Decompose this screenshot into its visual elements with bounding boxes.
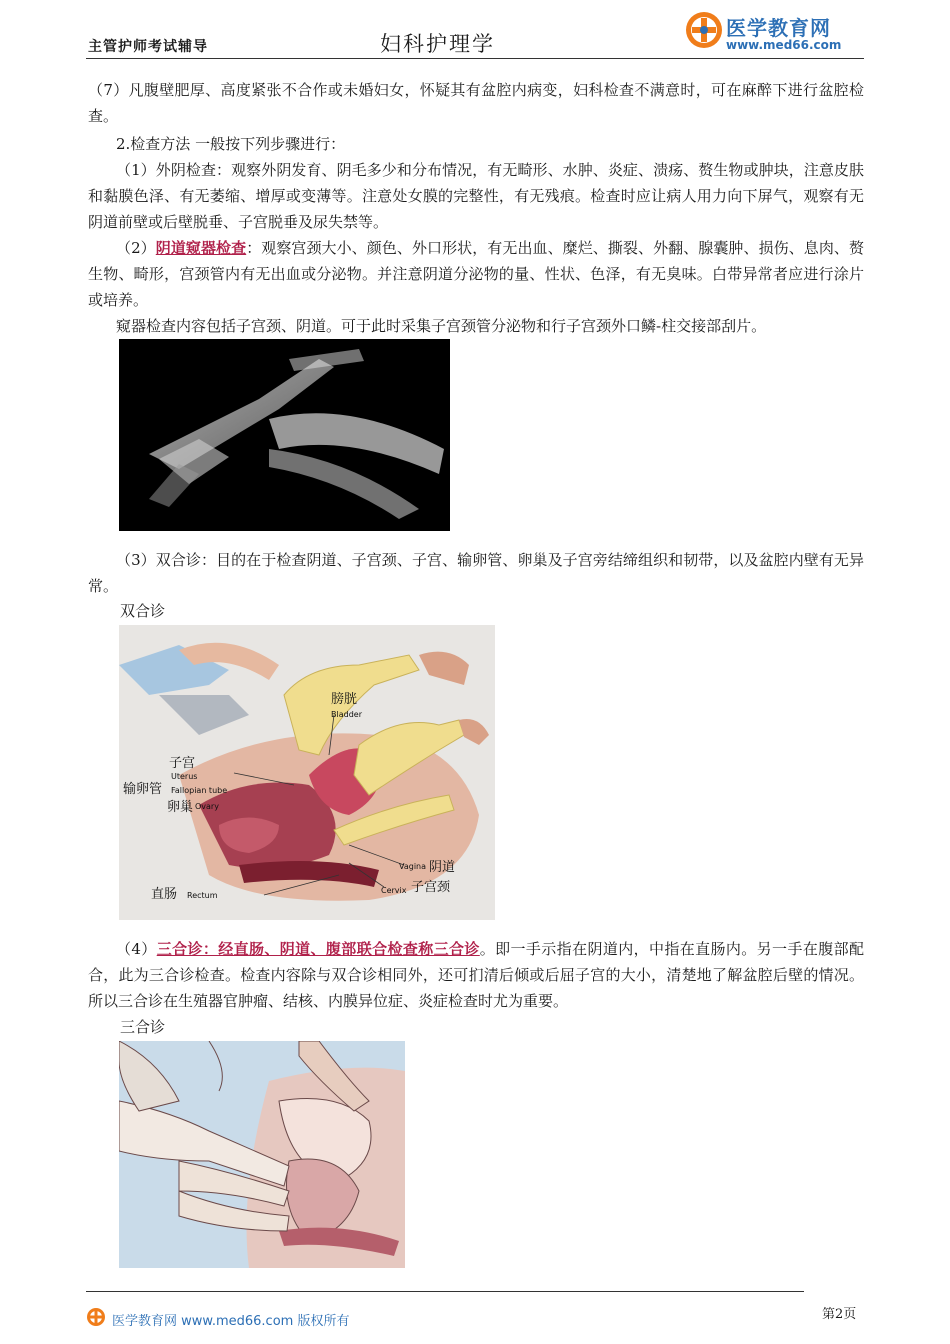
label-rectum-cn: 直肠 — [151, 887, 178, 902]
speculum-illustration — [119, 339, 450, 531]
label-ovary-en: Ovary — [195, 802, 219, 811]
paragraph-trimanual-exam — [88, 936, 864, 1014]
label-cervix-en: Cervix — [381, 886, 407, 895]
label-vagina-cn: 阴道 — [429, 860, 456, 875]
paragraph-speculum-exam — [88, 235, 864, 313]
label-ovary-cn: 卵巢 — [167, 800, 194, 815]
label-rectum-en: Rectum — [187, 891, 218, 900]
speculum-exam-text: ：观察宫颈大小、颜色、外口形状，有无出血、糜烂、撕裂、外翻、腺囊肿、损伤、息肉、赘生物、畸形，宫颈管内有无出血或分泌物。并注意阴道分泌物的量、性状、色泽，有无臭味。白带异常者应进行涂片或培养。 — [88, 239, 864, 309]
trimanual-exam-keyword: 三合诊：经直肠、阴道、腹部联合检查称三合诊 — [156, 940, 480, 958]
paragraph-anesthesia-note: （7）凡腹壁肥厚、高度紧张不合作或未婚妇女，怀疑其有盆腔内病变，妇科检查不满意时，可在麻醉下进行盆腔检查。 — [88, 81, 864, 125]
bimanual-exam-diagram — [119, 625, 495, 920]
logo-site-name: 医学教育网 — [726, 16, 831, 40]
header-subject-title: 妇科护理学 — [380, 32, 495, 56]
footer-copyright: 医学教育网 www.med66.com 版权所有 — [112, 1314, 350, 1329]
footer-logo-icon — [86, 1307, 106, 1327]
label-tube-cn: 输卵管 — [123, 782, 163, 797]
label-bladder-en: Bladder — [331, 710, 362, 719]
footer-divider — [86, 1291, 804, 1292]
paragraph-bimanual-exam — [88, 547, 864, 599]
bimanual-exam-text: （3）双合诊：目的在于检查阴道、子宫颈、子宫、输卵管、卵巢及子宫旁结缔组织和韧带，以及盆腔内壁有无异常。 — [88, 551, 864, 595]
bimanual-anatomy-illustration — [119, 625, 495, 920]
trimanual-anatomy-illustration — [119, 1041, 405, 1268]
label-cervix-cn: 子宫颈 — [411, 880, 451, 895]
caption-bimanual: 双合诊 — [120, 602, 166, 620]
header-exam-title: 主管护师考试辅导 — [88, 39, 208, 55]
label-tube-en: Fallopian tube — [171, 786, 228, 795]
paragraph-vulva-exam — [88, 157, 864, 235]
trimanual-exam-diagram — [119, 1041, 405, 1268]
caption-trimanual: 三合诊 — [120, 1018, 166, 1036]
med66-logo-icon — [684, 10, 724, 50]
paragraph-method-intro: 2.检查方法 一般按下列步骤进行： — [116, 135, 346, 153]
site-logo[interactable] — [684, 8, 874, 56]
label-vagina-en: Vagina — [399, 862, 427, 871]
speculum-exam-prefix: （2） — [116, 239, 156, 257]
trimanual-exam-prefix: （4） — [116, 940, 157, 958]
logo-site-url: www.med66.com — [726, 38, 842, 52]
label-uterus-cn: 子宫 — [169, 756, 196, 771]
page-number: 第2页 — [822, 1307, 857, 1322]
label-bladder-cn: 膀胱 — [331, 692, 358, 707]
trimanual-exam-text: 。即一手示指在阴道内，中指在直肠内。另一手在腹部配合，此为三合诊检查。检查内容除与双合诊相同外，还可扪清后倾或后屈子宫的大小，清楚地了解盆腔后壁的情况。所以三合诊在生殖器官肿瘤、结核、内膜异位症、炎症检查时尤为重要。 — [88, 940, 864, 1010]
speculum-image — [119, 339, 450, 531]
paragraph-speculum-content: 窥器检查内容包括子宫颈、阴道。可于此时采集子宫颈管分泌物和行子宫颈外口鳞-柱交接部刮片。 — [116, 317, 767, 335]
vulva-exam-text: （1）外阴检查：观察外阴发育、阴毛多少和分布情况，有无畸形、水肿、炎症、溃疡、赘生物或肿块，注意皮肤和黏膜色泽、有无萎缩、增厚或变薄等。注意处女膜的完整性，有无残痕。检查时应让病人用力向下屏气，观察有无阴道前壁或后壁脱垂、子宫脱垂及尿失禁等。 — [88, 161, 864, 231]
label-uterus-en: Uterus — [171, 772, 198, 781]
header-divider — [86, 58, 864, 59]
speculum-exam-keyword: 阴道窥器检查 — [155, 239, 247, 257]
